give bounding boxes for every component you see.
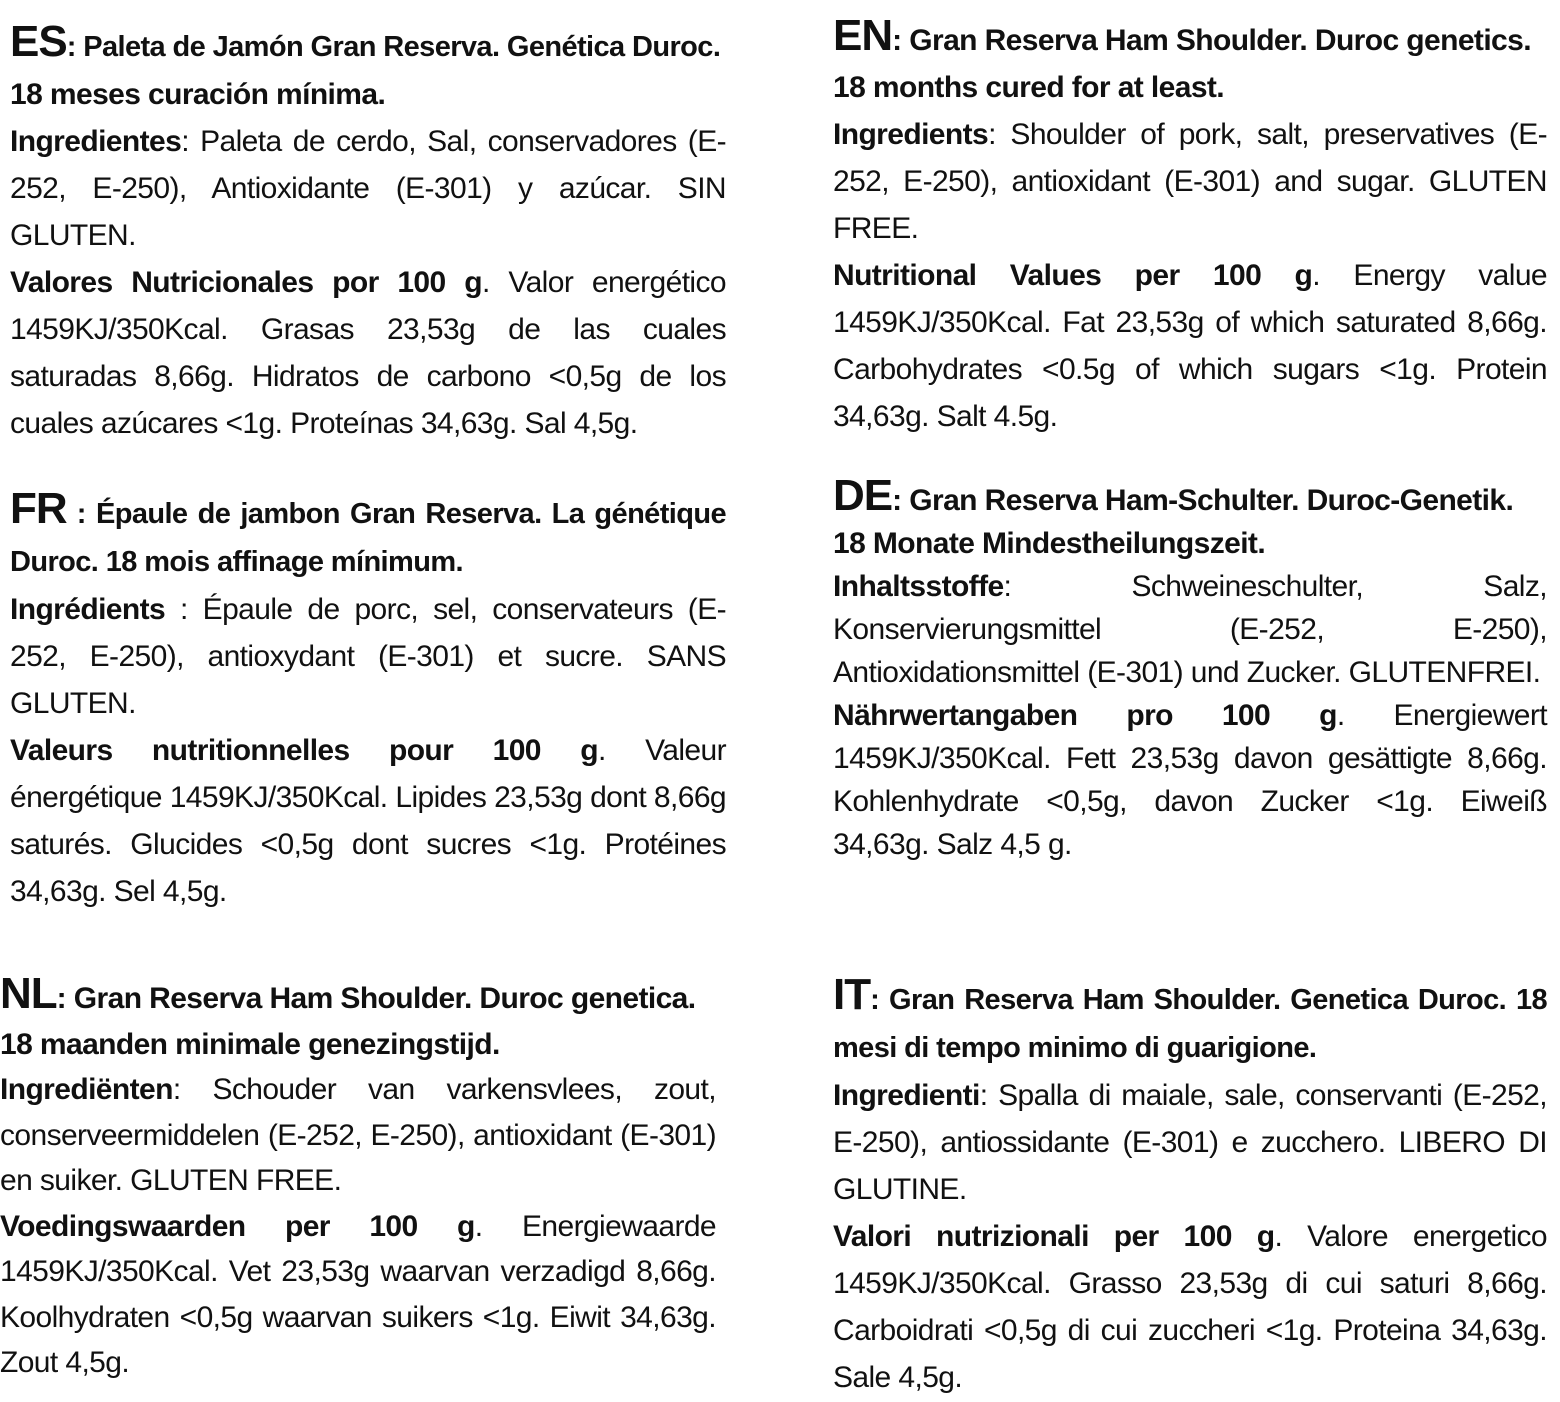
section-heading	[10, 18, 726, 71]
nutrition	[833, 1213, 1547, 1401]
ingredients-label: Ingrediënten	[0, 1073, 173, 1106]
ingredients-text: : Shoulder of pork, salt, preservatives (E-252, E-250), antioxidant (E-301) and sugar. GLUTEN FREE.	[833, 118, 1547, 245]
section-nl	[0, 971, 716, 1386]
section-heading	[10, 485, 726, 586]
ingredients-text: : Schweineschulter, Salz, Konservierungsmittel (E-252, E-250), Antioxidationsmittel (E-301) und Zucker. GLUTENFREI.	[833, 570, 1547, 689]
language-code: IT	[833, 970, 871, 1019]
ingredients	[10, 586, 726, 727]
section-heading	[833, 971, 1547, 1072]
ingredients	[10, 118, 726, 259]
nutrition-label: Voedingswaarden per 100 g	[0, 1209, 475, 1243]
ingredients-label: Ingredientes	[10, 125, 182, 158]
nutrition-text: . Valeur énergétique 1459KJ/350Kcal. Lipides 23,53g dont 8,66g saturés. Glucides <0,5g dont sucres <1g. Protéines 34,63g. Sel 4,5g.	[10, 734, 726, 908]
section-heading	[0, 971, 716, 1022]
nutrition-label: Valores Nutricionales por 100 g	[10, 266, 482, 299]
ingredients-label: Inhaltsstoffe	[833, 570, 1004, 603]
title-separator: :	[66, 31, 84, 63]
product-title: Gran Reserva Ham-Schulter. Duroc-Genetik.	[909, 484, 1514, 517]
title-separator: :	[56, 982, 74, 1015]
ingredients-text: : Schouder van varkensvlees, zout, conserveermiddelen (E-252, E-250), antioxidant (E-301) en suiker. GLUTEN FREE.	[0, 1073, 716, 1197]
curing-time: 18 maanden minimale genezingstijd.	[0, 1027, 500, 1061]
nutrition-text: . Valore energetico 1459KJ/350Kcal. Grasso 23,53g di cui saturi 8,66g. Carboidrati <0,5g di cui zuccheri <1g. Proteina 34,63g. Sale 4,5g.	[833, 1220, 1547, 1394]
nutrition	[10, 727, 726, 915]
product-title: Épaule de jambon Gran Reserva. La génétique Duroc. 18 mois affinage mínimum.	[10, 498, 726, 578]
section-fr	[10, 485, 726, 915]
section-es	[10, 18, 726, 447]
ingredients-text: : Spalla di maiale, sale, conservanti (E-252, E-250), antiossidante (E-301) e zucchero. LIBERO DI GLUTINE.	[833, 1079, 1547, 1206]
language-code: DE	[833, 471, 893, 520]
nutrition-label: Valeurs nutritionnelles pour 100 g	[10, 734, 598, 767]
product-title: Gran Reserva Ham Shoulder. Duroc genetics.	[909, 24, 1531, 57]
nutrition	[833, 694, 1547, 866]
product-title: Gran Reserva Ham Shoulder. Genetica Duroc. 18 mesi di tempo minimo di guarigione.	[833, 984, 1548, 1064]
ingredients-label: Ingrédients	[10, 593, 166, 626]
nutrition-text: . Valor energético 1459KJ/350Kcal. Grasas 23,53g de las cuales saturadas 8,66g. Hidratos de carbono <0,5g de los cuales azúcares <1g. Proteínas 34,63g. Sal 4,5g.	[10, 266, 726, 440]
nutrition-label: Nährwertangaben pro 100 g	[833, 699, 1337, 732]
language-code: FR	[10, 484, 67, 533]
ingredients-text: : Épaule de porc, sel, conservateurs (E-252, E-250), antioxydant (E-301) et sucre. SANS GLUTEN.	[10, 593, 726, 720]
nutrition-text: . Energy value 1459KJ/350Kcal. Fat 23,53g of which saturated 8,66g. Carbohydrates <0.5g of which sugars <1g. Protein 34,63g. Salt 4.5g.	[833, 259, 1547, 433]
ingredients-label: Ingredienti	[833, 1079, 980, 1112]
ingredients-label: Ingredients	[833, 118, 989, 151]
nutrition-label: Nutritional Values per 100 g	[833, 259, 1313, 292]
nutrition-text: . Energiewert 1459KJ/350Kcal. Fett 23,53g davon gesättigte 8,66g. Kohlenhydrate <0,5g, davon Zucker <1g. Eiweiß 34,63g. Salz 4,5 g.	[833, 699, 1547, 861]
curing-time: 18 meses curación mínima.	[10, 78, 386, 111]
section-de	[833, 471, 1547, 866]
nutrition	[10, 259, 726, 447]
nutrition-label: Valori nutrizionali per 100 g	[833, 1220, 1275, 1253]
nutrition	[0, 1204, 716, 1386]
nutrition-text: . Energiewaarde 1459KJ/350Kcal. Vet 23,53g waarvan verzadigd 8,66g. Koolhydraten <0,5g waarvan suikers <1g. Eiwit 34,63g. Zout 4,5g.	[0, 1209, 717, 1379]
title-separator: :	[66, 498, 96, 530]
title-separator: :	[892, 484, 910, 517]
section-en	[833, 12, 1547, 440]
product-title: Gran Reserva Ham Shoulder. Duroc genetica.	[73, 982, 696, 1015]
section-heading	[833, 12, 1547, 64]
ingredients	[833, 111, 1547, 252]
language-code: NL	[0, 969, 57, 1018]
ingredients-text: : Paleta de cerdo, Sal, conservadores (E-252, E-250), Antioxidante (E-301) y azúcar. SIN GLUTEN.	[10, 125, 726, 252]
curing-time: 18 Monate Mindestheilungszeit.	[833, 527, 1266, 560]
ingredients	[0, 1067, 716, 1204]
curing-time: 18 months cured for at least.	[833, 71, 1225, 104]
product-title: Paleta de Jamón Gran Reserva. Genética Duroc.	[83, 31, 721, 63]
ingredients	[833, 1072, 1547, 1213]
section-heading	[833, 471, 1547, 522]
ingredients	[833, 565, 1547, 694]
nutrition	[833, 252, 1547, 440]
language-code: EN	[833, 11, 893, 60]
language-code: ES	[10, 17, 67, 66]
title-separator: :	[870, 984, 890, 1016]
section-it	[833, 971, 1547, 1401]
title-separator: :	[892, 24, 910, 57]
